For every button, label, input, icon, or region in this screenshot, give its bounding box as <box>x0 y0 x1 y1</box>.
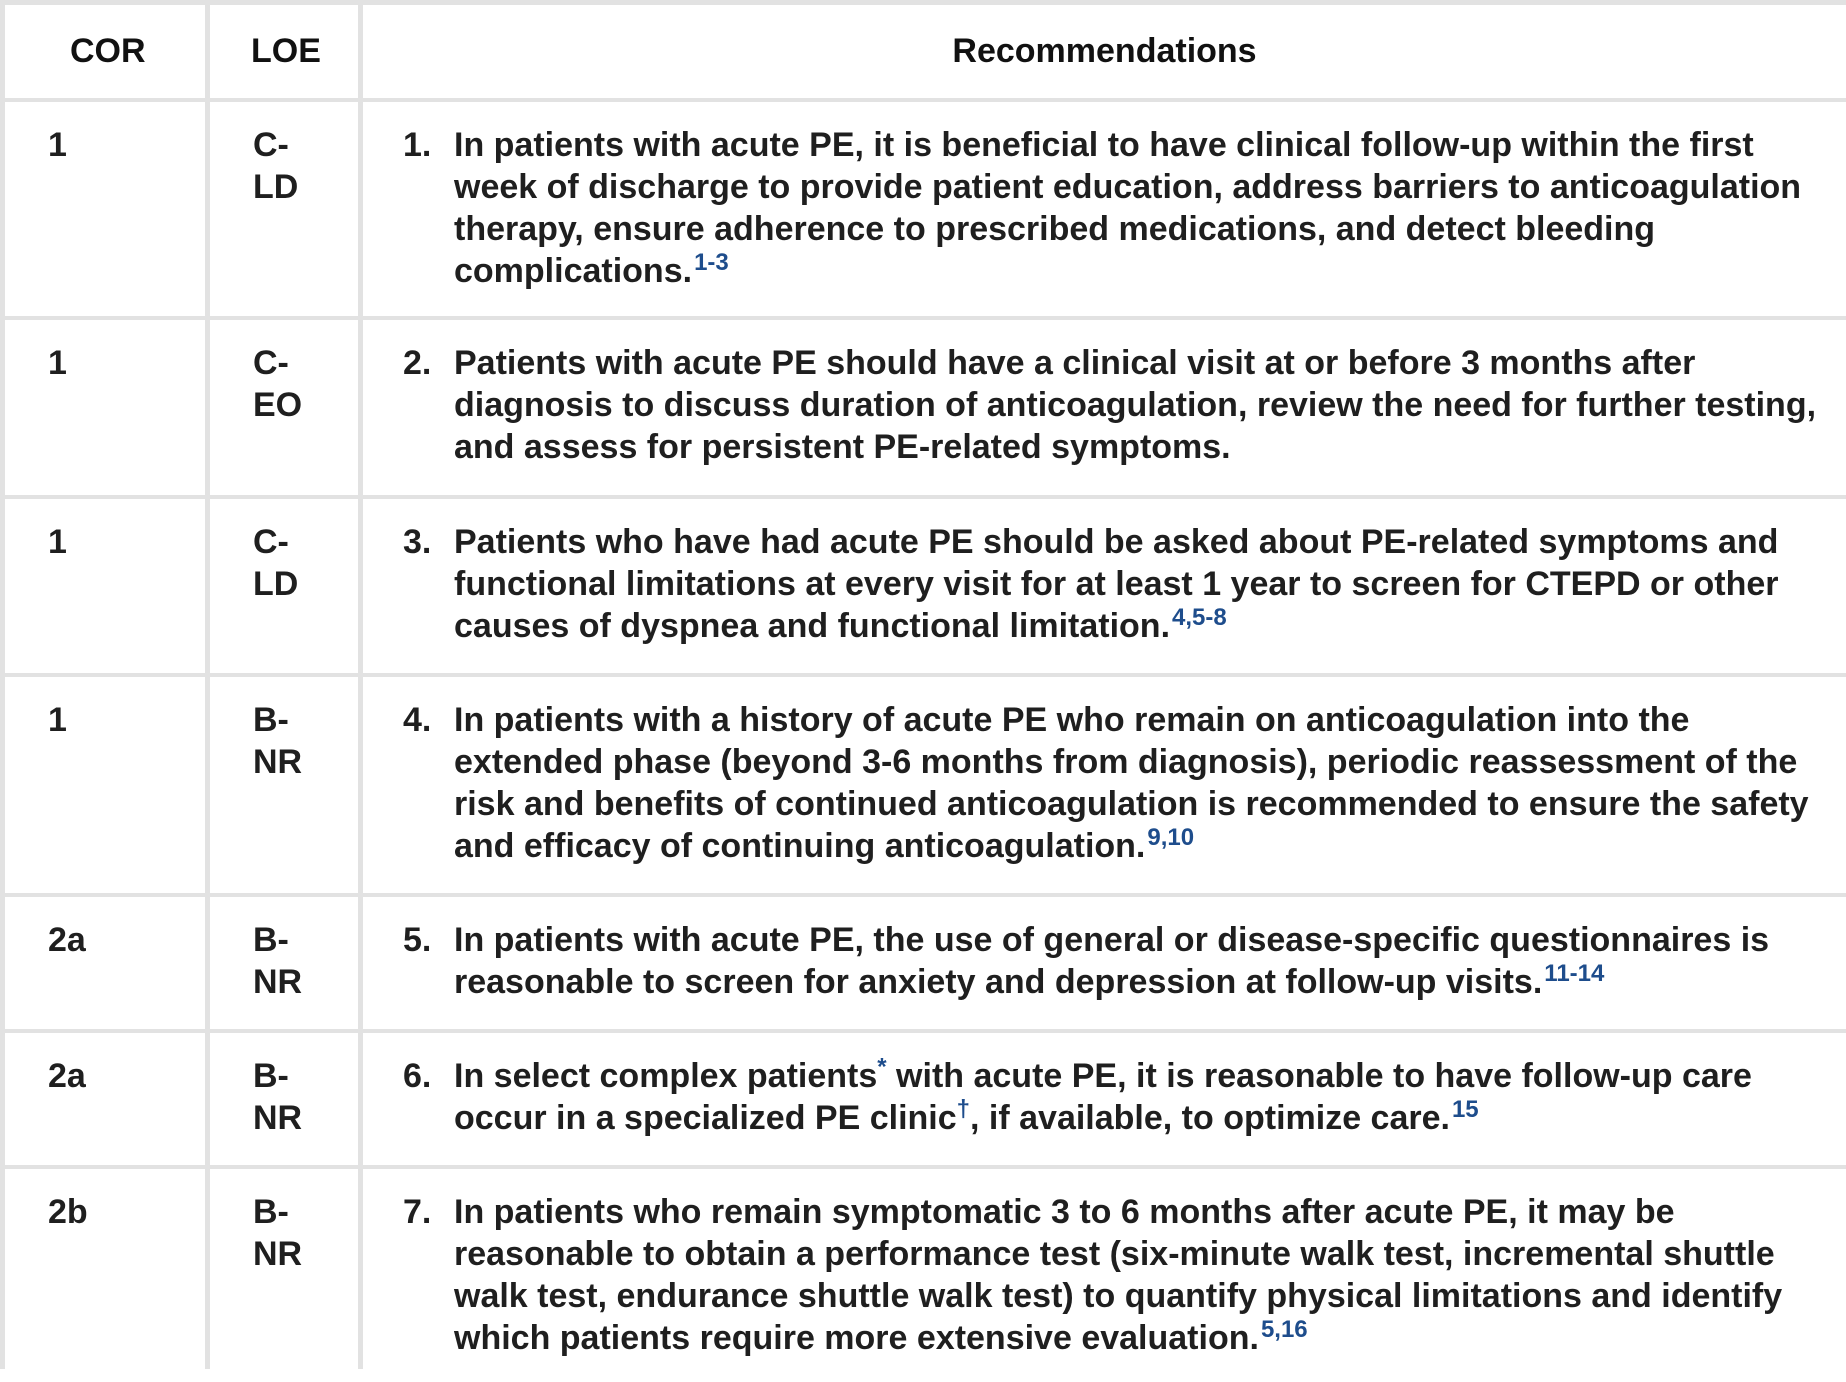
table-row <box>5 677 1846 897</box>
loe-value: C- EO <box>210 320 363 495</box>
table-row <box>5 897 1846 1033</box>
reference-link[interactable]: 11-14 <box>1544 959 1605 987</box>
recommendation-number: 6. <box>403 1057 432 1095</box>
reference-link[interactable]: 9,10 <box>1147 823 1195 851</box>
recommendation-text: In patients with acute PE, it is beneficial to have clinical follow-up within the first week of discharge to provide patient education, address barriers to anticoagulation therapy, ensure adherence to prescribed medications, and detect bleeding complications.$^{1-3}$ <box>454 126 1802 290</box>
table-row <box>5 1033 1846 1169</box>
cor-value: 1 <box>5 677 210 893</box>
recommendation-cell <box>363 1033 1846 1165</box>
recommendation-text: In select complex patients* with acute PE, it is reasonable to have follow-up care occur in a specialized PE clinic†, if available, to optimize care.$^{15}$ <box>454 1053 1752 1137</box>
table-row <box>5 1169 1846 1369</box>
recommendation-number: 3. <box>403 523 432 561</box>
cor-value: 1 <box>5 102 210 316</box>
recommendation-cell <box>363 897 1846 1029</box>
cor-value: 2a <box>5 897 210 1029</box>
recommendation-number: 7. <box>403 1193 432 1231</box>
reference-link[interactable]: 4,5-8 <box>1172 603 1227 631</box>
table-row <box>5 320 1846 499</box>
cor-value: 1 <box>5 320 210 495</box>
header-recommendations: Recommendations <box>952 32 1257 70</box>
reference-link[interactable]: 5,16 <box>1260 1315 1308 1343</box>
footnote-asterisk[interactable]: * <box>877 1053 887 1081</box>
recommendation-number: 1. <box>403 126 432 164</box>
loe-value: C- LD <box>210 499 363 673</box>
reference-link[interactable]: 15 <box>1451 1095 1479 1123</box>
loe-value: B- NR <box>210 1169 363 1369</box>
header-loe: LOE <box>210 5 363 98</box>
cor-value: 1 <box>5 499 210 673</box>
table-header-row <box>5 5 1846 102</box>
recommendation-number: 4. <box>403 701 432 739</box>
table-row <box>5 499 1846 677</box>
recommendation-number: 2. <box>403 344 432 382</box>
recommendation-cell <box>363 677 1846 893</box>
loe-value: B- NR <box>210 1033 363 1165</box>
recommendation-text: Patients who have had acute PE should be asked about PE-related symptoms and functional limitations at every visit for at least 1 year to screen for CTEPD or other causes of dyspnea and functional limitation.$^{4,5-8}$ <box>454 523 1779 645</box>
table-row <box>5 102 1846 320</box>
recommendation-text: In patients with acute PE, the use of general or disease-specific questionnaires is reasonable to screen for anxiety and depression at follow-up visits.$^{11-14}$ <box>454 921 1770 1001</box>
cor-value: 2b <box>5 1169 210 1369</box>
loe-value: C- LD <box>210 102 363 316</box>
recommendation-cell <box>363 320 1846 495</box>
recommendation-cell <box>363 499 1846 673</box>
recommendation-text: In patients who remain symptomatic 3 to 6 months after acute PE, it may be reasonable to obtain a performance test (six-minute walk test, incremental shuttle walk test, endurance shuttle walk test) to quantify physical limitations and identify which patients require more extensive evaluation.$^{5,16}$ <box>454 1193 1783 1357</box>
recommendation-cell <box>363 102 1846 316</box>
recommendation-text: In patients with a history of acute PE who remain on anticoagulation into the extended phase (beyond 3-6 months from diagnosis), periodic reassessment of the risk and benefits of continued anticoagulation is recommended to ensure the safety and efficacy of continuing anticoagulation.$^{9,10}$ <box>454 701 1809 865</box>
loe-value: B- NR <box>210 677 363 893</box>
loe-value: B- NR <box>210 897 363 1029</box>
cor-value: 2a <box>5 1033 210 1165</box>
recommendation-text: Patients with acute PE should have a clinical visit at or before 3 months after diagnosis to discuss duration of anticoagulation, review the need for further testing, and assess for persistent PE-related symptoms. <box>454 344 1817 466</box>
reference-link[interactable]: 1-3 <box>694 248 729 276</box>
recommendation-cell <box>363 1169 1846 1369</box>
recommendation-number: 5. <box>403 921 432 959</box>
header-cor: COR <box>5 5 210 98</box>
footnote-dagger[interactable]: † <box>956 1095 971 1123</box>
